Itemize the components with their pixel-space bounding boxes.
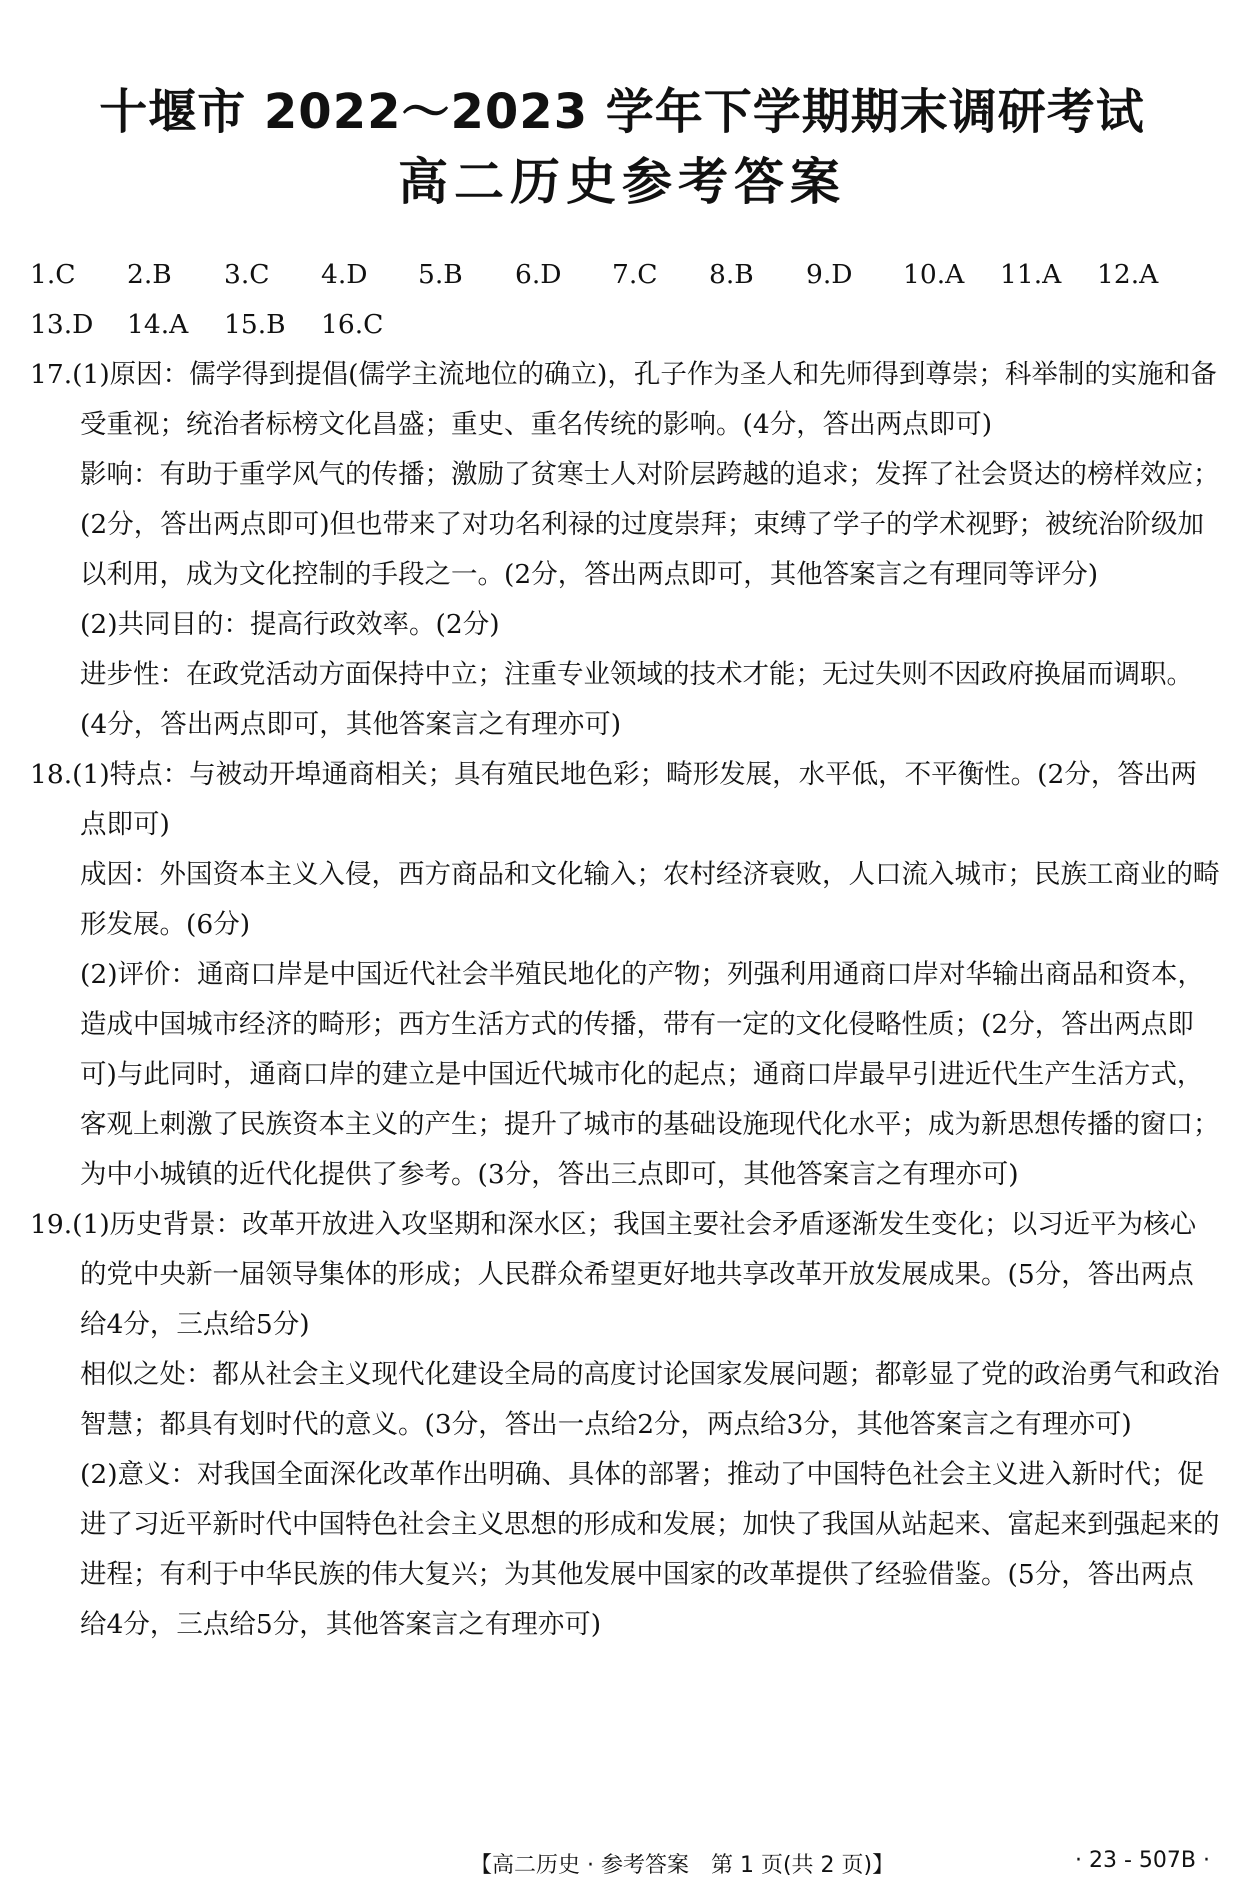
q19-part1-similarities: 相似之处：都从社会主义现代化建设全局的高度讨论国家发展问题；都彰显了党的政治勇气和政治智慧；都具有划时代的意义。(3分，答出一点给2分，两点给3分，其他答案言之有理亦可) [80,1359,1220,1440]
q17-part2-progress: 进步性：在政党活动方面保持中立；注重专业领域的技术才能；无过失则不因政府换届而调职。(4分，答出两点即可，其他答案言之有理亦可) [80,659,1193,740]
document-code: · 23 - 507B · [1075,1848,1210,1873]
mc-answer: 16.C [321,309,384,340]
mc-answer: 6.D [515,259,562,290]
mc-answer: 4.D [321,259,368,290]
q18-part2-evaluation: (2)评价：通商口岸是中国近代社会半殖民地化的产物；列强利用通商口岸对华输出商品和资本，造成中国城市经济的畸形；西方生活方式的传播，带有一定的文化侵略性质；(2分，答出两点即可)与此同时，通商口岸的建立是中国近代城市化的起点；通商口岸最早引进近代生产生活方式，客观上刺激了民族资本主义的产生；提升了城市的基础设施现代化水平；成为新思想传播的窗口；为中小城镇的近代化提供了参考。(3分，答出三点即可，其他答案言之有理亦可) [80,959,1220,1190]
mc-answer: 9.D [806,259,853,290]
mc-answer: 3.C [224,259,270,290]
exam-title: 十堰市 2022～2023 学年下学期期末调研考试 [99,84,1145,140]
page-number-label: 【高二历史 · 参考答案 第 1 页(共 2 页)】 [470,1853,895,1878]
q17-part1-causes: 17.(1)原因：儒学得到提倡(儒学主流地位的确立)，孔子作为圣人和先师得到尊崇；科举制的实施和备受重视；统治者标榜文化昌盛；重史、重名传统的影响。(4分，答出两点即可) [30,359,1217,440]
q18-part1-features: 18.(1)特点：与被动开埠通商相关；具有殖民地色彩；畸形发展，水平低，不平衡性。(2分，答出两点即可) [30,759,1197,840]
q17-part1-impact: 影响：有助于重学风气的传播；激励了贫寒士人对阶层跨越的追求；发挥了社会贤达的榜样效应；(2分，答出两点即可)但也带来了对功名利禄的过度崇拜；束缚了学子的学术视野；被统治阶级加以利用，成为文化控制的手段之一。(2分，答出两点即可，其他答案言之有理同等评分) [80,459,1220,590]
page-footer [0,1848,1244,1878]
mc-answer: 10.A [903,259,965,290]
q18-part1-causes: 成因：外国资本主义入侵，西方商品和文化输入；农村经济衰败，人口流入城市；民族工商业的畸形发展。(6分) [80,859,1220,940]
q19-part1-background: 19.(1)历史背景：改革开放进入攻坚期和深水区；我国主要社会矛盾逐渐发生变化；以习近平为核心的党中央新一届领导集体的形成；人民群众希望更好地共享改革开放发展成果。(5分，答出两点给4分，三点给5分) [30,1209,1197,1340]
mc-answer: 1.C [30,259,76,290]
q17-part2-purpose: (2)共同目的：提高行政效率。(2分) [80,609,500,640]
mc-answer: 8.B [709,259,754,290]
mc-answer: 11.A [1000,259,1062,290]
document-title: 高二历史参考答案 [398,153,846,211]
mc-answer: 5.B [418,259,463,290]
mc-answer: 12.A [1097,259,1159,290]
mc-answer: 15.B [224,309,286,340]
mc-answer: 2.B [127,259,172,290]
multiple-choice-answers [30,250,1220,350]
mc-answer: 7.C [612,259,658,290]
mc-answer: 14.A [127,309,189,340]
answer-content [30,250,1220,1650]
mc-answer: 13.D [30,309,94,340]
q19-part2-significance: (2)意义：对我国全面深化改革作出明确、具体的部署；推动了中国特色社会主义进入新时代；促进了习近平新时代中国特色社会主义思想的形成和发展；加快了我国从站起来、富起来到强起来的进程；有利于中华民族的伟大复兴；为其他发展中国家的改革提供了经验借鉴。(5分，答出两点给4分，三点给5分，其他答案言之有理亦可) [80,1459,1220,1640]
